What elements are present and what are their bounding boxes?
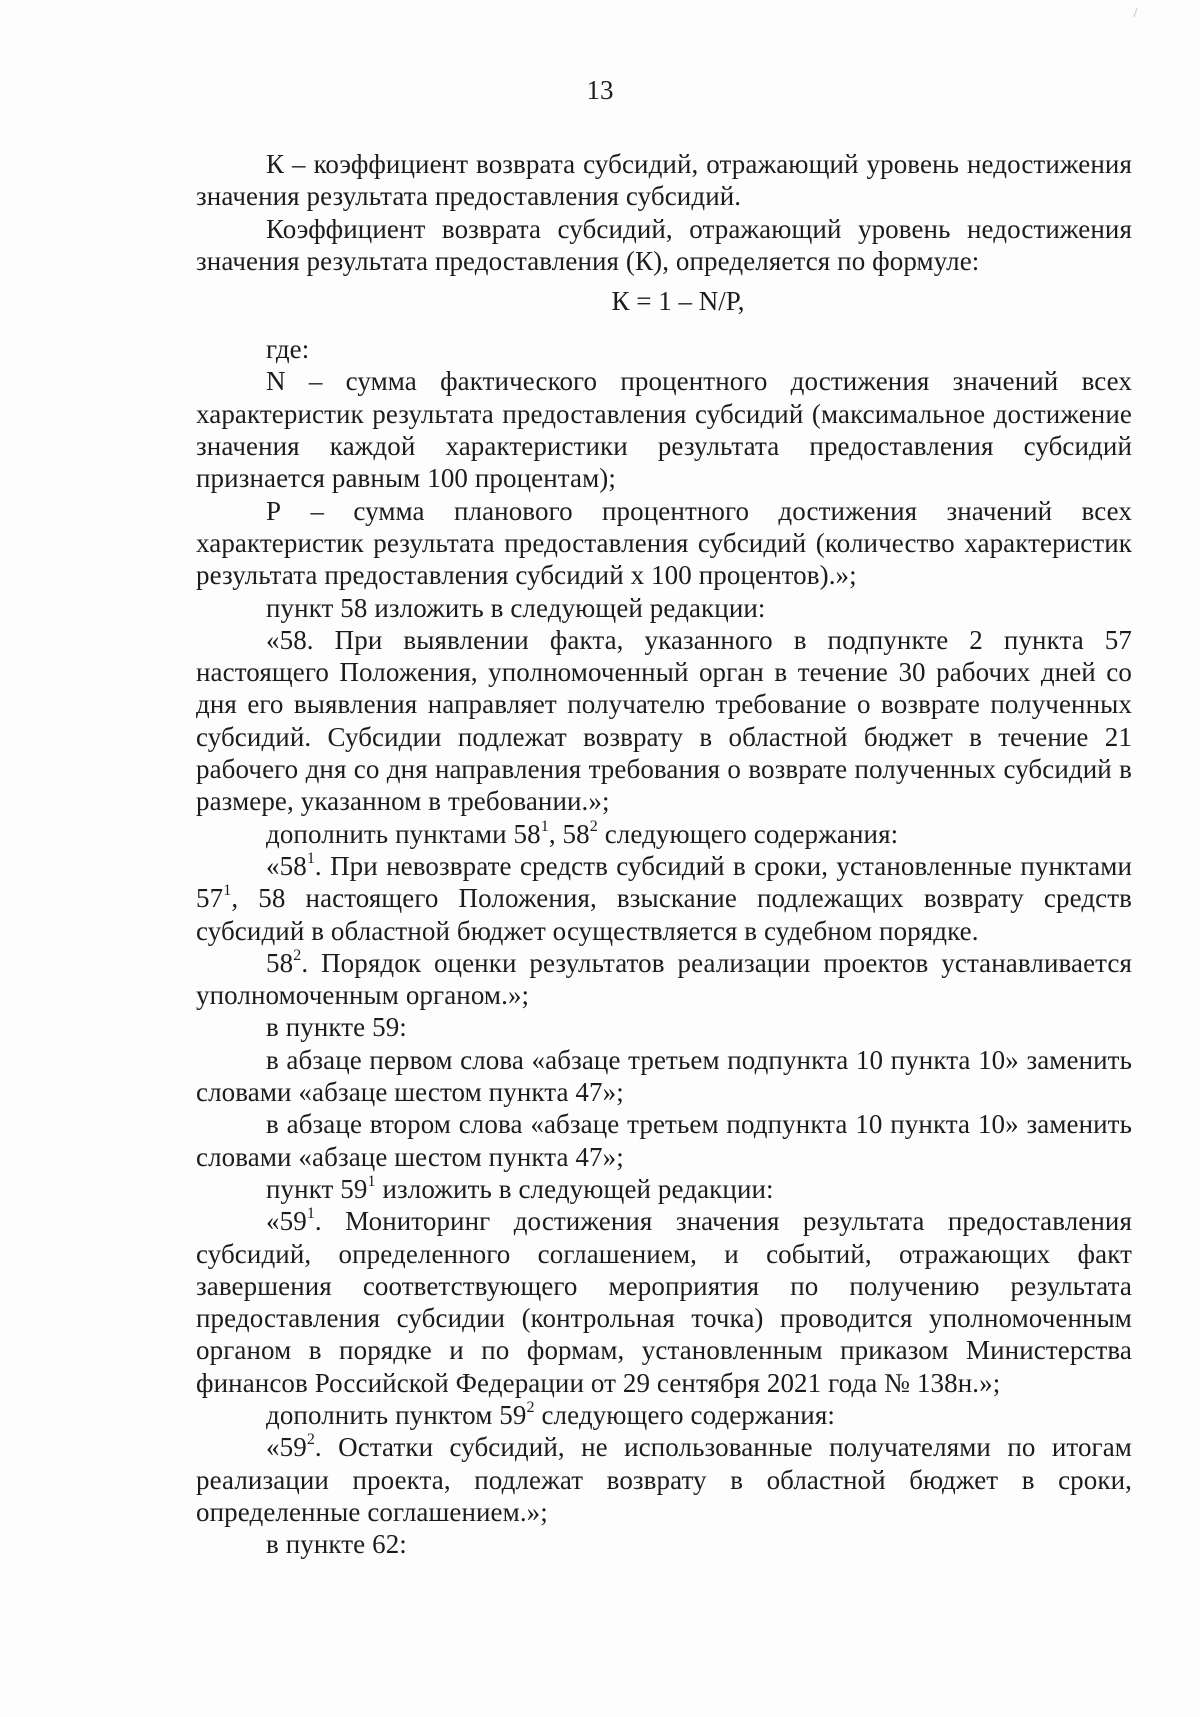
text-fragment: , 58 настоящего Положения, взыскание подлежащих возврату средств субсидий в областной бюджет осуществляется в судебном порядке. <box>196 883 1132 946</box>
superscript: 1 <box>540 817 549 835</box>
text-fragment: 58 <box>266 947 294 978</box>
superscript: 2 <box>293 946 302 964</box>
document-body <box>196 148 1132 1560</box>
paragraph-item-58-instruction: пункт 58 изложить в следующей редакции: <box>266 592 766 623</box>
paragraph-item-62-heading: в пункте 62: <box>266 1529 407 1560</box>
text-fragment: . При невозврате средств субсидий в сроки, установленные пунктами 57 <box>196 850 1132 914</box>
superscript: 1 <box>306 1205 315 1223</box>
text-fragment: . Остатки субсидий, не использованные получателями по итогам реализации проекта, подлежат возврату в областной бюджет в сроки, определенные соглашением.»; <box>196 1432 1132 1527</box>
paragraph-n-definition: N – сумма фактического процентного достижения значений всех характеристик результата предоставления субсидий (максимальное достижение значения каждой характеристики результата предоставления субсидий признается равным 100 процентам); <box>196 366 1132 494</box>
formula: К = 1 – N/P, <box>611 286 745 317</box>
paragraph-where: где: <box>266 334 310 365</box>
paragraph-item-59-abzac-1: в абзаце первом слова «абзаце третьем подпункта 10 пункта 10» заменить словами «абзаце шестом пункта 47»; <box>196 1044 1132 1108</box>
text-fragment: . Порядок оценки результатов реализации проектов устанавливается уполномоченным органом.»; <box>196 947 1132 1011</box>
paragraph-item-59-1-instruction <box>196 1173 1132 1205</box>
text-fragment: пункт 59 <box>266 1173 368 1204</box>
paragraph-item-59-1 <box>196 1205 1132 1399</box>
superscript: 1 <box>306 849 315 867</box>
paragraph-item-59-abzac-2: в абзаце втором слова «абзаце третьем подпункта 10 пункта 10» заменить словами «абзаце шестом пункта 47»; <box>196 1109 1132 1172</box>
superscript: 1 <box>223 882 232 900</box>
scan-artifact <box>1133 7 1141 18</box>
text-fragment: следующего содержания: <box>597 818 899 849</box>
paragraph-coefficient-formula-intro: Коэффициент возврата субсидий, отражающий уровень недостижения значения результата предоставления (К), определяется по формуле: <box>196 213 1132 276</box>
paragraph-item-58: «58. При выявлении факта, указанного в подпункте 2 пункта 57 настоящего Положения, уполномоченный орган в течение 30 рабочих дней со дня его выявления направляет получателю требование о возврате полученных субсидий. Субсидии подлежат возврату в областной бюджет в течение 21 рабочего дня со дня направления требования о возврате полученных субсидий в размере, указанном в требовании.»; <box>196 624 1132 817</box>
text-fragment: следующего содержания: <box>534 1399 835 1430</box>
text-fragment: «58 <box>266 850 307 881</box>
text-fragment: «59 <box>266 1206 307 1237</box>
superscript: 2 <box>589 817 598 835</box>
paragraph-item-58-1 <box>196 850 1132 947</box>
page-number: 13 <box>586 75 614 105</box>
paragraph-item-58-2 <box>196 947 1132 1012</box>
paragraph-item-59-heading: в пункте 59: <box>266 1012 407 1043</box>
text-fragment: «59 <box>266 1432 307 1463</box>
paragraph-add-item-59-2 <box>196 1399 1132 1431</box>
text-fragment: , 58 <box>548 818 590 849</box>
paragraph-add-items-58-1-58-2 <box>196 818 1132 850</box>
text-fragment: . Мониторинг достижения значения результата предоставления субсидий, определенного соглашением, и событий, отражающих факт завершения соответствующего мероприятия по получению результата предоставления субсидии (контрольная точка) проводится уполномоченным органом в порядке и по формам, установленным приказом Министерства финансов Российской Федерации от 29 сентября 2021 года № 138н.»; <box>196 1206 1132 1398</box>
superscript: 1 <box>367 1172 376 1190</box>
superscript: 2 <box>306 1431 315 1449</box>
text-fragment: изложить в следующей редакции: <box>375 1173 774 1204</box>
paragraph-k-definition: К – коэффициент возврата субсидий, отражающий уровень недостижения значения результата предоставления субсидий. <box>196 149 1132 212</box>
paragraph-item-59-2 <box>196 1431 1132 1528</box>
paragraph-p-definition: Р – сумма планового процентного достижения значений всех характеристик результата предоставления субсидий (количество характеристик результата предоставления субсидий х 100 процентов).»; <box>196 495 1132 591</box>
superscript: 2 <box>526 1398 535 1416</box>
text-fragment: дополнить пунктами 58 <box>266 818 541 849</box>
text-fragment: дополнить пунктом 59 <box>266 1399 527 1430</box>
